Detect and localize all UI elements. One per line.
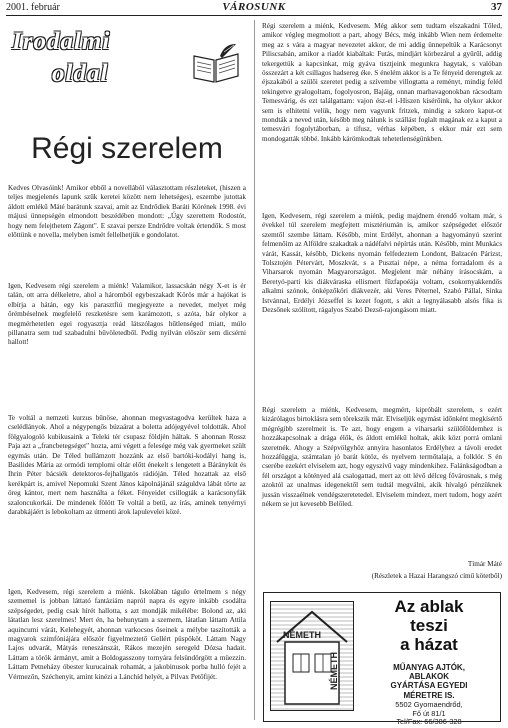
section-title-line2: oldal: [52, 60, 109, 87]
issue-date: 2001. február: [6, 2, 60, 13]
open-book-icon: [190, 42, 242, 86]
author-name: Tímár Máté: [467, 560, 502, 568]
ad-products-line-2: ABLAKOK: [409, 672, 449, 682]
magazine-name: VÁROSUNK: [222, 1, 286, 13]
page-header: [6, 2, 502, 16]
article-paragraph-3: Igen, Kedvesem, régi szerelem a miénk. Iskolában tágulo értelmem s négy szememel is jobban láttató fantáziám napról napra és egyre inkább csodáltа szépségedet, pedig csak hírét hallotta, s azt mondják mikélébe: Bolond az, aki látatlan lesz szerelmes! Mert én, ha behunytam a szemem, látatlan láttam Attila aquincumi várát, Kelehegyét, ahonnan varkocsos őseinek a mélybe taszították a magyarok szimfóniájára először figyelmeztető Gellért püspököt. Láttam Nagy Lajos udvarát, Mátyás reneszánszát, Rákos mezején seregeld Dózsa hadait. Láttam a török ármányt, amit a Boldogasszony tornyára felsündörgött a müezzin. Láttam Petneházy óbester kurucainak rohamát, a jakobinusok porba hulló fejét a Vérmezőn, Széchenyit, amint kinézi a Lánchíd helyét, a Pilvax Petőfijét.: [8, 588, 246, 681]
article-title: Régi szerelem: [31, 132, 223, 165]
logo-text-side: NÉMETH: [329, 652, 339, 690]
column-divider: [254, 20, 255, 720]
article-paragraph-1: Igen, Kedvesem régi szerelem a miénk! Valamikor, lassacskán négy X-et is ér talán, ott arra délkeletre, ahol a háromból egybeszakadt Körös már a hajókat is elbírja a hátán, egy kis parasztfiú megjegyezte a nevedet, melyet még őrémbéselnek megfelelő reszketésre sem karámozott, s azóta, bár olykor a megmérhetetlen egei rogyasztja reád látszólagos hűtlenséged miatt, múlo pillanatra sem tud szabadulni bűvöletedből. Pedig nyilván először sem dicsérni hallott!: [8, 282, 246, 347]
house-icon: [271, 602, 353, 710]
ad-phone: Tel/Fax: 66/386-328: [396, 717, 462, 727]
ad-headline-line-3: a házat: [400, 635, 458, 654]
ad-address-line-2: Fő út 81/1: [412, 708, 446, 718]
article-paragraph-6: Régi szerelem a miénk, Kedvesem, megmért, kipróbált szerelem, s ezért kizárólagos birtoklásra sem törekszik már. Elviseljük egymást időnként megkísértő mégrégibb szerelmeit is. Te azt, hogy engem a viharsarki szülőföldemhez is hozzákapcsolnak a drága élők, és áldott emlékű holtak, akik közt porrá omlani szeretnék. Ahogy a Szépvölgyhöz annyira hasonlatos Erdélyhez a távoli eredet hozzáfüggja, számtalan jó barát kötöz, és nyelvem termőtalaja, a folklór. S én cserébe ezekért elviselem azt, hogy egyszívű vagy mindenkihez. Falánkságodban a fél országot a kötényed alá csalogattad, mert az ott lévő délceg fővárosnak, s még azoktól az unalmas idegenektől sem tudtál megválni, akik hívalgó pénzüknek jussán visszaélnek vendégszeretetedel. Elviselem mindezt, mert tudom, hogy azért nékem se jut kevesebb Belőled.: [262, 406, 502, 509]
ad-products: [362, 663, 496, 700]
ad-headline-line-1: Az ablak: [394, 597, 464, 616]
article-paragraph-4: Régi szerelem a miénk, Kedvesem. Még akkor sem tudtam elszakadni Tőled, amikor végleg megmoltott a part, ahogy Bécs, még inkább Wien nem érdemelte meg az s vára a magyar nevezetet akkor, de mi addig ünnepeltük a Karácsonyt Piliscsabán, amikor a riadót kiabáltak: Futás, mindjárt körbezárul a gyűrűl, addig tekergettük a kapcsinkat, míg gyáva tisztjeink megunkra hagytak, s valóban összezárt a két csillagos hadsereg éke. S énelém akkor is a Te fényeid derengtek az éjszakából a szülői szeretet pedig a szívembe villogtatta a reményt, mindig feléd tekingetve gyalogoltam, fogolyosron, Bajáig, onnan marhavagonokban rácsodtam Temesvárig, és ezt találgattam: vajon ész-el i-Hiszen kísérőink, ha olykor akkor sem is elhitetni velük, hogy nem vagyunk fritzek, mindig a szkoro kaput-ot mondták a neved után, később meg nálunk is szállást foglalt magának ez a kaput a temesvári fogolytáborban, a tífusz, vérhas képében, s ekkor már ezt sem mondogatták többé. Inkább kárömkodtak tehetetlenségünkben.: [262, 22, 502, 143]
ad-headline-line-2: teszi: [410, 616, 448, 635]
nemeth-logo: [270, 601, 354, 711]
ad-products-line-1: MŰANYAG AJTÓK,: [393, 663, 465, 672]
article-paragraph-2: Te voltál a nemzeti kurzus bűnöse, ahonnan megvastagodva kerültek haza a cselédlányok. Ahol a négypengős búzaárat a boletta adójegyével toldották. Ahol fölgyalogoló kubikusaink a Teleki tér csupasz földjén háltak. S ahonnan Rossz Paja azt a „francbetegséget" hozta, ami végett a felesége még vak gyermeket szült egymás után. De Téled hullámzott hozzánk az első bartóki-kodályi hang is, Basilides Mária az ormódi templomi oltár előtt énekelt s lengetett a Báránykút és Ihrin Péter bácsiék detektoros-fejhallgatós rádióján. Téled hozattak az első kerékpárt is, amivel Nepomuki Szent János kápolnájánál száguldva lábát törte az öreg kántor, mert nem használta a féket. Fényeidet csillogták a karácsonyfák szaloncukorkái. De mindenek fölött Te voltál a betű, az írás, aminek tenyérnyi darabkájáért is lebokoltam az útmenti árok lapulevelei közé.: [8, 414, 246, 517]
ad-products-line-4: MÉRETRE IS.: [403, 690, 455, 700]
article-paragraph-5: Igen, Kedvesem, régi szerelem a miénk, pedig majdnem érendő voltam már, s évekkel túl szerelem megfejtett misztériumán is, amikor szépségedet először szemtől szembe láttam. Később, mint Erdélyt, ahonnan a hagyományú szerint felmenőim az Alföldre szakadtak a nádéfalvi népírtás után. Később, mint Munkács várát, Kassát, később, Dickens nyomán felfedeztem Londont, Balzacén Párizst, Tolsztojén Pétervárt, Moszkvát, s a Pusztai népe, a néma forradalom és a Viharsarok nyomán Magyarországot. Megjelent már néhány írásocskám, a Beretyó-parti kis diákváraska ellismert fűzfapoéája voltam, csokornyakkendős alkalmi szónok, önképzőköri diákvezér, aki Veres Péternel, Szabó Pállal, Sinka Istvánnal, Erdélyi Józseffel is kezet fogott, s akit a legnyálasabb alsós fika is Dezsőnek szólított, rágalyos Szabó Dezső-rajongásom miatt.: [262, 212, 502, 315]
ad-address: [362, 701, 496, 727]
article-source: (Részletek a Hazai Harangszó című kötetből): [371, 572, 502, 580]
window-advertisement: [263, 592, 501, 727]
page-number: 37: [491, 1, 502, 13]
ad-headline: [362, 597, 496, 654]
section-title-line1: Irodalmi: [12, 28, 111, 55]
ad-products-line-3: GYÁRTÁSA EGYEDI: [390, 681, 468, 691]
article-intro: Kedves Olvasóink! Amikor ebből a novellából választottam részleteket, (hiszen a teljes megjelenés lapunk szűk keretei között nem lehetséges), eszembe jutottak áldott emlékű Máté barátunk szavai, amit az Endrődiek Baráti Körének 1998. évi májusi ünnepségén elmondott beszédében mondott: „Úgy szerettem Rodostót, hogy nem felejthetem Zágont". E szavai perszе Endrődre voltak értendők. S most előttünk e novella, melyben ismét fellelhetjük e gondolatot.: [8, 184, 246, 240]
section-logo: [8, 22, 246, 100]
ad-address-line-1: 5502 Gyomaendrőd,: [395, 700, 463, 709]
logo-text-top: NÉMETH: [283, 630, 321, 640]
